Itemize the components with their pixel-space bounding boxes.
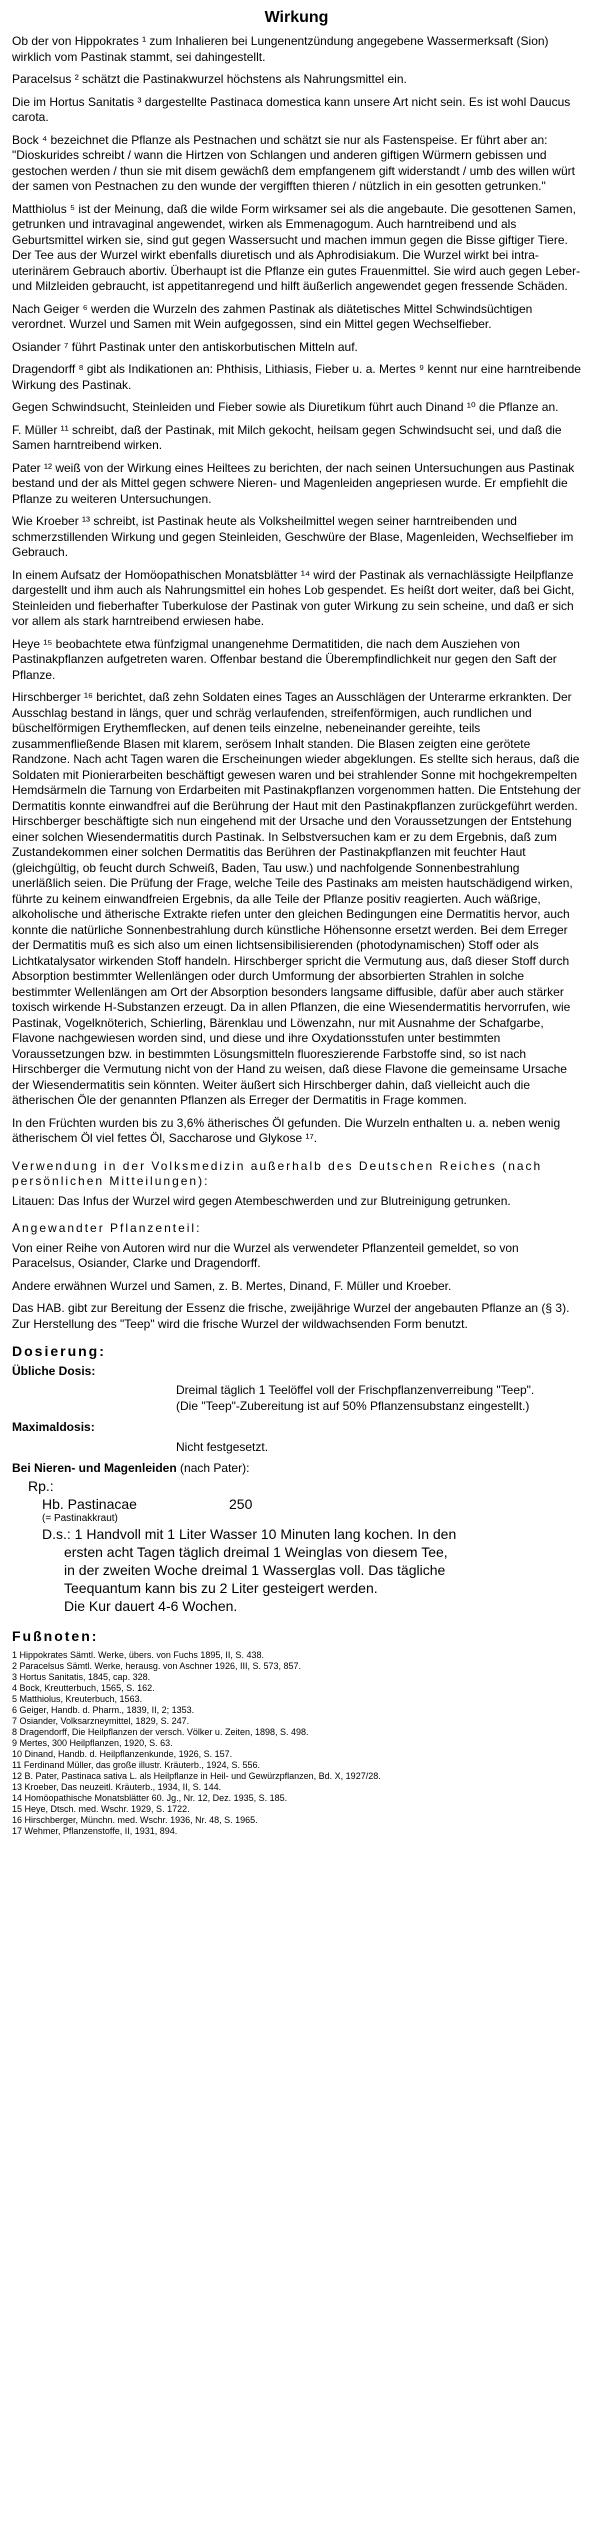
footnote: 10 Dinand, Handb. d. Heilpflanzenkunde, 1926, S. 157. bbox=[12, 1749, 233, 1759]
paragraph: Osiander ⁷ führt Pastinak unter den antiskorbutischen Mitteln auf. bbox=[12, 339, 358, 354]
rx-intro-indication: Bei Nieren- und Magenleiden bbox=[12, 1461, 177, 1475]
ubliche-dosis-text: Dreimal täglich 1 Teelöffel voll der Frischpflanzenverreibung "Teep". bbox=[176, 1383, 535, 1397]
max-dosis-text: Nicht festgesetzt. bbox=[176, 1439, 269, 1454]
paragraph: Andere erwähnen Wurzel und Samen, z. B. Mertes, Dinand, F. Müller und Kroeber. bbox=[12, 1278, 452, 1293]
prescription bbox=[12, 1477, 581, 1615]
paragraph: F. Müller ¹¹ schreibt, daß der Pastinak, mit Milch gekocht, heilsam gegen Schwindsucht sei, und daß die Samen harntreibend wirken. bbox=[12, 422, 562, 452]
rx-intro-source: (nach Pater): bbox=[176, 1461, 250, 1475]
paragraph: Pater ¹² weiß von der Wirkung eines Heiltees zu berichten, der nach seinen Untersuchungen aus Pastinak bestand und der als Mittel gegen schwere Nieren- und Magenleiden angepriesen wurde. Er empfiehlt die Pflanze zu weiteren Untersuchungen. bbox=[12, 460, 575, 506]
paragraph: Nach Geiger ⁶ werden die Wurzeln des zahmen Pastinak als diätetisches Mittel Schwindsüchtigen verordnet. Wurzel und Samen mit Wein aufgegossen, sind ein Mittel gegen Wechselfieber. bbox=[12, 301, 533, 331]
footnote: 11 Ferdinand Müller, das große illustr. Kräuterb., 1924, S. 556. bbox=[12, 1760, 260, 1770]
rx-directions-line: ersten acht Tagen täglich dreimal 1 Weinglas von diesem Tee, bbox=[64, 1543, 448, 1560]
paragraph: In einem Aufsatz der Homöopathischen Monatsblätter ¹⁴ wird der Pastinak als vernachlässigte Heilpflanze dargestellt und ihm auch als Nahrungsmittel ein hohes Lob gespendet. Es heißt dort weiter, daß bei Gicht, Steinleiden und fieberhafter Tuberkulose der Pastinak von guter Wirkung zu sein scheine, und daß er sich vor allem als stark harntreibend erwiesen habe. bbox=[12, 567, 575, 628]
rx-drug-note: (= Pastinakkraut) bbox=[42, 1512, 118, 1524]
paragraph: Ob der von Hippokrates ¹ zum Inhalieren bei Lungenentzündung angegebene Wassermerksaft (Sion) wirklich vom Pastinak stammt, sei dahingestellt. bbox=[12, 34, 549, 64]
rx-ingredient bbox=[42, 1495, 581, 1513]
footnote: 1 Hippokrates Sämtl. Werke, übers. von Fuchs 1895, II, S. 438. bbox=[12, 1650, 264, 1660]
page-title: Wirkung bbox=[264, 9, 329, 26]
footnote: 13 Kroeber, Das neuzeitl. Kräuterb., 1934, II, S. 144. bbox=[12, 1782, 222, 1792]
rx-amount: 250 bbox=[229, 1495, 253, 1512]
paragraph: Hirschberger ¹⁶ berichtet, daß zehn Soldaten eines Tages an Ausschlägen der Unterarme erkrankten. Der Ausschlag bestand in längs, quer und schräg verlaufenden, streifenförmigen, auch rundlichen und büschelförmigen Erythemflecken, auf denen teils einzelne, nebeneinander gereihte, teils zusammenfließende Blasen mit klarem, serösem Inhalt standen. Die Blasen zeigten eine gerötete Randzone. Nach acht Tagen waren die Erscheinungen wieder abgeklungen. Es stellte sich heraus, daß die Soldaten mit Pionierarbeiten beschäftigt gewesen waren und bei strahlender Sonne mit hochgekrempelten Hemdsärmeln die Tarnung von Erdarbeiten mit Pastinakpflanzen vorgenommen hatten. Die Entstehung der Dermatitis konnte einwandfrei auf die Berührung der Haut mit den Pastinakpflanzen zurückgeführt werden. Hirschberger beschäftigte sich nun eingehend mit der Ursache und den Voraussetzungen der Entstehung einer solchen Wiesendermatitis durch Pastinak. In Selbstversuchen kam er zu dem Ergebnis, daß zum Zustandekommen einer solchen Dermatitis das Berühren der Pastinakpflanzen mit feuchter Haut (gleichgültig, ob feucht durch Schweiß, Baden, Tau usw.) und nachfolgende Sonnenbestrahlung unerläßlich seien. Die Prüfung der Frage, welche Teile des Pastinaks am meisten hautschädigend wirken, führte zu keinem einwandfreien Ergebnis, da alle Teile der Pflanze positiv reagierten. Auch wäßrige, alkoholische und ätherische Extrakte riefen unter den gleichen Bedingungen eine Dermatitis hervor, auch konnte die natürliche Sonnenbestrahlung durch künstliche Höhensonne ersetzt werden. Bei dem Erreger der Dermatitis muß es sich also um einen lichtsensibilisierenden (photodynamischen) Stoff oder als Lichtkatalysator wirkenden Stoff handeln. Hirschberger spricht die Vermutung aus, daß dieser Stoff durch Absorption bestimmter Wellenlängen oder durch Umformung der absorbierten Strahlen in solche bestimmter Wellenlängen am Ort der Absorption besonders langsame diffusible, dafür aber auch stärker toxisch wirkende H-Substanzen erzeugt. Da in allen Pflanzen, die eine Wiesendermatitis hervorrufen, wie Pastinak, Vogelknöterich, Schierling, Bärenklau und Löwenzahn, nur mit Ausnahme der Schafgarbe, Flavone nachgewiesen worden sind, und diese und ihre Oxydationsstufen unter bestimmten Voraussetzungen bzw. in bestimmten Lösungsmitteln fluoreszierende Farbstoffe sind, so ist nach Hirschberger die Vermutung nicht von der Hand zu weisen, daß diese Flavone die gemeinsame Ursache der Wiesendermatitis sein könnten. Weiter äußert sich Hirschberger dahin, daß vielleicht auch die ätherischen Öle der genannten Pflanzen als Erreger der Dermatitis in Frage kommen. bbox=[12, 690, 581, 1107]
footnote: 2 Paracelsus Sämtl. Werke, herausg. von Aschner 1926, III, S. 573, 857. bbox=[12, 1661, 301, 1671]
footnotes-heading: Fußnoten: bbox=[12, 1627, 99, 1644]
paragraph: Bock ⁴ bezeichnet die Pflanze als Pestnachen und schätzt sie nur als Fastenspeise. Er führt aber an: "Dioskurides schreibt / wann die Hirtzen von Schlangen und anderen giftigen Würmern gebissen und gestochen werden / thun sie mit disem gewächß dem empfangenem gift widerstandt / umb des willen würt der samen von Pestnachen zu den wunde der vergifften thieren / nützlich in ein gesotten getrunken." bbox=[12, 132, 575, 193]
footnote: 15 Heye, Dtsch. med. Wschr. 1929, S. 1722. bbox=[12, 1804, 190, 1814]
paragraph: Von einer Reihe von Autoren wird nur die Wurzel als verwendeter Pflanzenteil gemeldet, so von Paracelsus, Osiander, Clarke und Dragendorff. bbox=[12, 1240, 519, 1270]
rx-directions-line: Die Kur dauert 4-6 Wochen. bbox=[64, 1597, 238, 1614]
paragraph: Das HAB. gibt zur Bereitung der Essenz die frische, zweijährige Wurzel der angebauten Pflanze an (§ 3). Zur Herstellung des "Teep" wird die frische Wurzel der wildwachsenden Form benutzt. bbox=[12, 1301, 570, 1331]
ubliche-dosis-block bbox=[176, 1383, 581, 1414]
paragraph: Heye ¹⁵ beobachtete etwa fünfzigmal unangenehme Dermatitiden, die nach dem Ausziehen von Pastinakpflanzen aufgetreten waren. Offenbar bestand die Überempfindlichkeit nur gegen den Saft der Pflanze. bbox=[12, 636, 557, 682]
body-text bbox=[12, 34, 581, 1147]
rx-symbol: Rp.: bbox=[28, 1477, 54, 1494]
rx-directions-line: Teequantum kann bis zu 2 Liter gesteigert werden. bbox=[64, 1579, 378, 1596]
paragraph: Paracelsus ² schätzt die Pastinakwurzel höchstens als Nahrungsmittel ein. bbox=[12, 72, 407, 86]
max-dosis-label: Maximaldosis: bbox=[12, 1420, 95, 1434]
footnote: 9 Mertes, 300 Heilpflanzen, 1920, S. 63. bbox=[12, 1738, 173, 1748]
footnote: 12 B. Pater, Pastinaca sativa L. als Heilpflanze in Heil- und Gewürzpflanzen, Bd. X, 1927/28. bbox=[12, 1771, 381, 1781]
paragraph: Dragendorff ⁸ gibt als Indikationen an: Phthisis, Lithiasis, Fieber u. a. Mertes ⁹ kennt nur eine harntreibende Wirkung des Pastinak. bbox=[12, 362, 581, 392]
footnote: 16 Hirschberger, Münchn. med. Wschr. 1936, Nr. 48, S. 1965. bbox=[12, 1815, 258, 1825]
angewandter-heading: Angewandter Pflanzenteil: bbox=[12, 1221, 202, 1235]
rx-drug: Hb. Pastinacae bbox=[42, 1495, 137, 1512]
ubliche-dosis-note: (Die "Teep"-Zubereitung ist auf 50% Pflanzensubstanz eingestellt.) bbox=[176, 1398, 530, 1413]
footnote: 14 Homöopathische Monatsblätter 60. Jg., Nr. 12, Dez. 1935, S. 185. bbox=[12, 1793, 288, 1803]
dosierung-heading: Dosierung: bbox=[12, 1343, 106, 1359]
footnote: 7 Osiander, Volksarzneymittel, 1829, S. 247. bbox=[12, 1716, 190, 1726]
ubliche-dosis-label: Übliche Dosis: bbox=[12, 1363, 96, 1378]
volksmedizin-heading: Verwendung in der Volksmedizin außerhalb des Deutschen Reiches (nach persönlichen Mitteilungen): bbox=[12, 1158, 543, 1188]
paragraph: Matthiolus ⁵ ist der Meinung, daß die wilde Form wirksamer sei als die angebaute. Die gesottenen Samen, getrunken und intravaginal angewendet, wirken als Emmenagogum. Auch harntreibend und als Geburtsmittel wirken sie, sind gut gegen Wassersucht und machen immun gegen die Bisse giftiger Tiere. Der Tee aus der Wurzel wirkt ebenfalls diuretisch und als Aphrodisiakum. Die Wurzel wirkt bei intra-uterinärem Gebrauch abortiv. Überhaupt ist die Pflanze ein gutes Frauenmittel. Sie wird auch gegen Leber- und Milzleiden gebraucht, ist appetitanregend und hilft äußerlich angewendet gegen fressende Schäden. bbox=[12, 201, 581, 293]
footnote: 6 Geiger, Handb. d. Pharm., 1839, II, 2; 1353. bbox=[12, 1705, 195, 1715]
footnote: 4 Bock, Kreutterbuch, 1565, S. 162. bbox=[12, 1683, 155, 1693]
paragraph: Gegen Schwindsucht, Steinleiden und Fieber sowie als Diuretikum führt auch Dinand ¹⁰ die Pflanze an. bbox=[12, 400, 559, 414]
footnote: 5 Matthiolus, Kreuterbuch, 1563. bbox=[12, 1694, 143, 1704]
footnote: 3 Hortus Sanitatis, 1845, cap. 328. bbox=[12, 1672, 151, 1682]
paragraph: Wie Kroeber ¹³ schreibt, ist Pastinak heute als Volksheilmittel wegen seiner harntreibenden und schmerzstillenden Wirkung und gegen Steinleiden, Geschwüre der Blase, Magenleiden, Wechselfieber im Gebrauch. bbox=[12, 514, 574, 559]
rx-directions-line: D.s.: 1 Handvoll mit 1 Liter Wasser 10 Minuten lang kochen. In den bbox=[42, 1525, 457, 1542]
footnote: 8 Dragendorff, Die Heilpflanzen der versch. Völker u. Zeiten, 1898, S. 498. bbox=[12, 1727, 309, 1737]
rx-intro bbox=[12, 1461, 581, 1477]
footnote: 17 Wehmer, Pflanzenstoffe, II, 1931, 894. bbox=[12, 1826, 178, 1836]
paragraph: Die im Hortus Sanitatis ³ dargestellte Pastinaca domestica kann unsere Art nicht sein. Es ist wohl Daucus carota. bbox=[12, 94, 571, 124]
volksmedizin-text: Litauen: Das Infus der Wurzel wird gegen Atembeschwerden und zur Blutreinigung getrunken. bbox=[12, 1193, 511, 1208]
paragraph: In den Früchten wurden bis zu 3,6% ätherisches Öl gefunden. Die Wurzeln enthalten u. a. neben wenig ätherischem Öl viel fettes Öl, Saccharose und Glykose ¹⁷. bbox=[12, 1115, 561, 1145]
rx-directions-line: in der zweiten Woche dreimal 1 Wasserglas voll. Das tägliche bbox=[64, 1561, 446, 1578]
footnotes-list bbox=[12, 1650, 581, 1837]
